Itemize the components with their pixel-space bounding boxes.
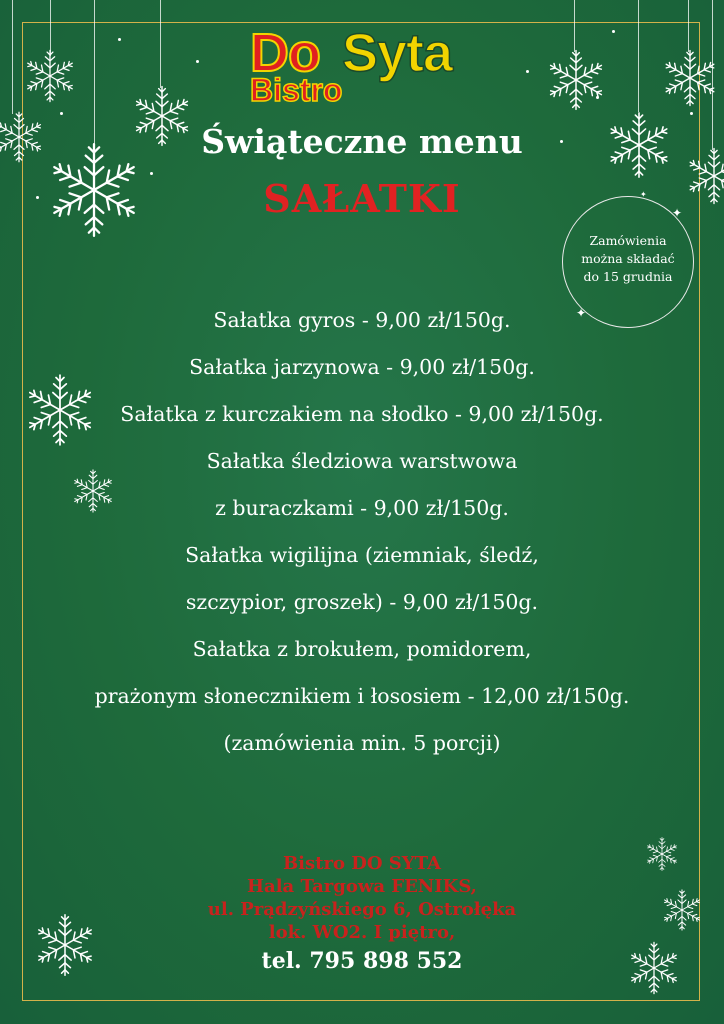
menu-item: z buraczkami - 9,00 zł/150g. [215,496,509,520]
menu-item: Sałatka gyros - 9,00 zł/150g. [213,308,511,332]
hanging-string [12,0,13,114]
logo-do-text: Do [250,23,320,83]
order-deadline-text [555,232,701,286]
menu-list [0,300,724,770]
sparkle-icon: ✦ [672,206,683,220]
menu-item: Sałatka śledziowa warstwowa [206,449,518,473]
sparkle-icon: ✦ [576,306,587,320]
logo-syta-text: Syta [342,23,453,83]
badge-line: do 15 grudnia [583,269,673,284]
page-title: Świąteczne menu [201,122,523,161]
snowflake-icon [22,48,78,104]
hanging-string [638,0,639,112]
badge-line: Zamówienia [589,233,667,248]
menu-item: Sałatka z brokułem, pomidorem, [192,637,532,661]
menu-item: szczypior, groszek) - 9,00 zł/150g. [185,590,539,614]
footer-line: ul. Prądzyńskiego 6, Ostrołęka [207,899,517,920]
sparkle-icon: ✦ [640,190,647,199]
bistro-logo [250,22,480,122]
section-title: SAŁATKI [263,176,461,221]
footer-line: Bistro DO SYTA [282,853,442,874]
footer-line: Hala Targowa FENIKS, [247,876,477,897]
hanging-string [160,0,161,88]
hanging-string [688,0,689,52]
menu-item: Sałatka wigilijna (ziemniak, śledź, [185,543,539,567]
badge-line: można składać [581,251,675,266]
logo-bistro-text: Bistro [250,72,343,108]
snowflake-icon [544,48,608,112]
hanging-string [574,0,575,52]
menu-item: Sałatka jarzynowa - 9,00 zł/150g. [189,355,535,379]
menu-item: prażonym słonecznikiem i łososiem - 12,00 zł/150g. [94,684,630,708]
phone-number: tel. 795 898 552 [261,948,463,974]
snowflake-icon [660,48,720,108]
contact-footer [0,852,724,978]
menu-note: (zamówienia min. 5 porcji) [223,731,501,755]
menu-item: Sałatka z kurczakiem na słodko - 9,00 zł/150g. [120,402,604,426]
footer-line: lok. WO2. I piętro, [268,922,456,943]
